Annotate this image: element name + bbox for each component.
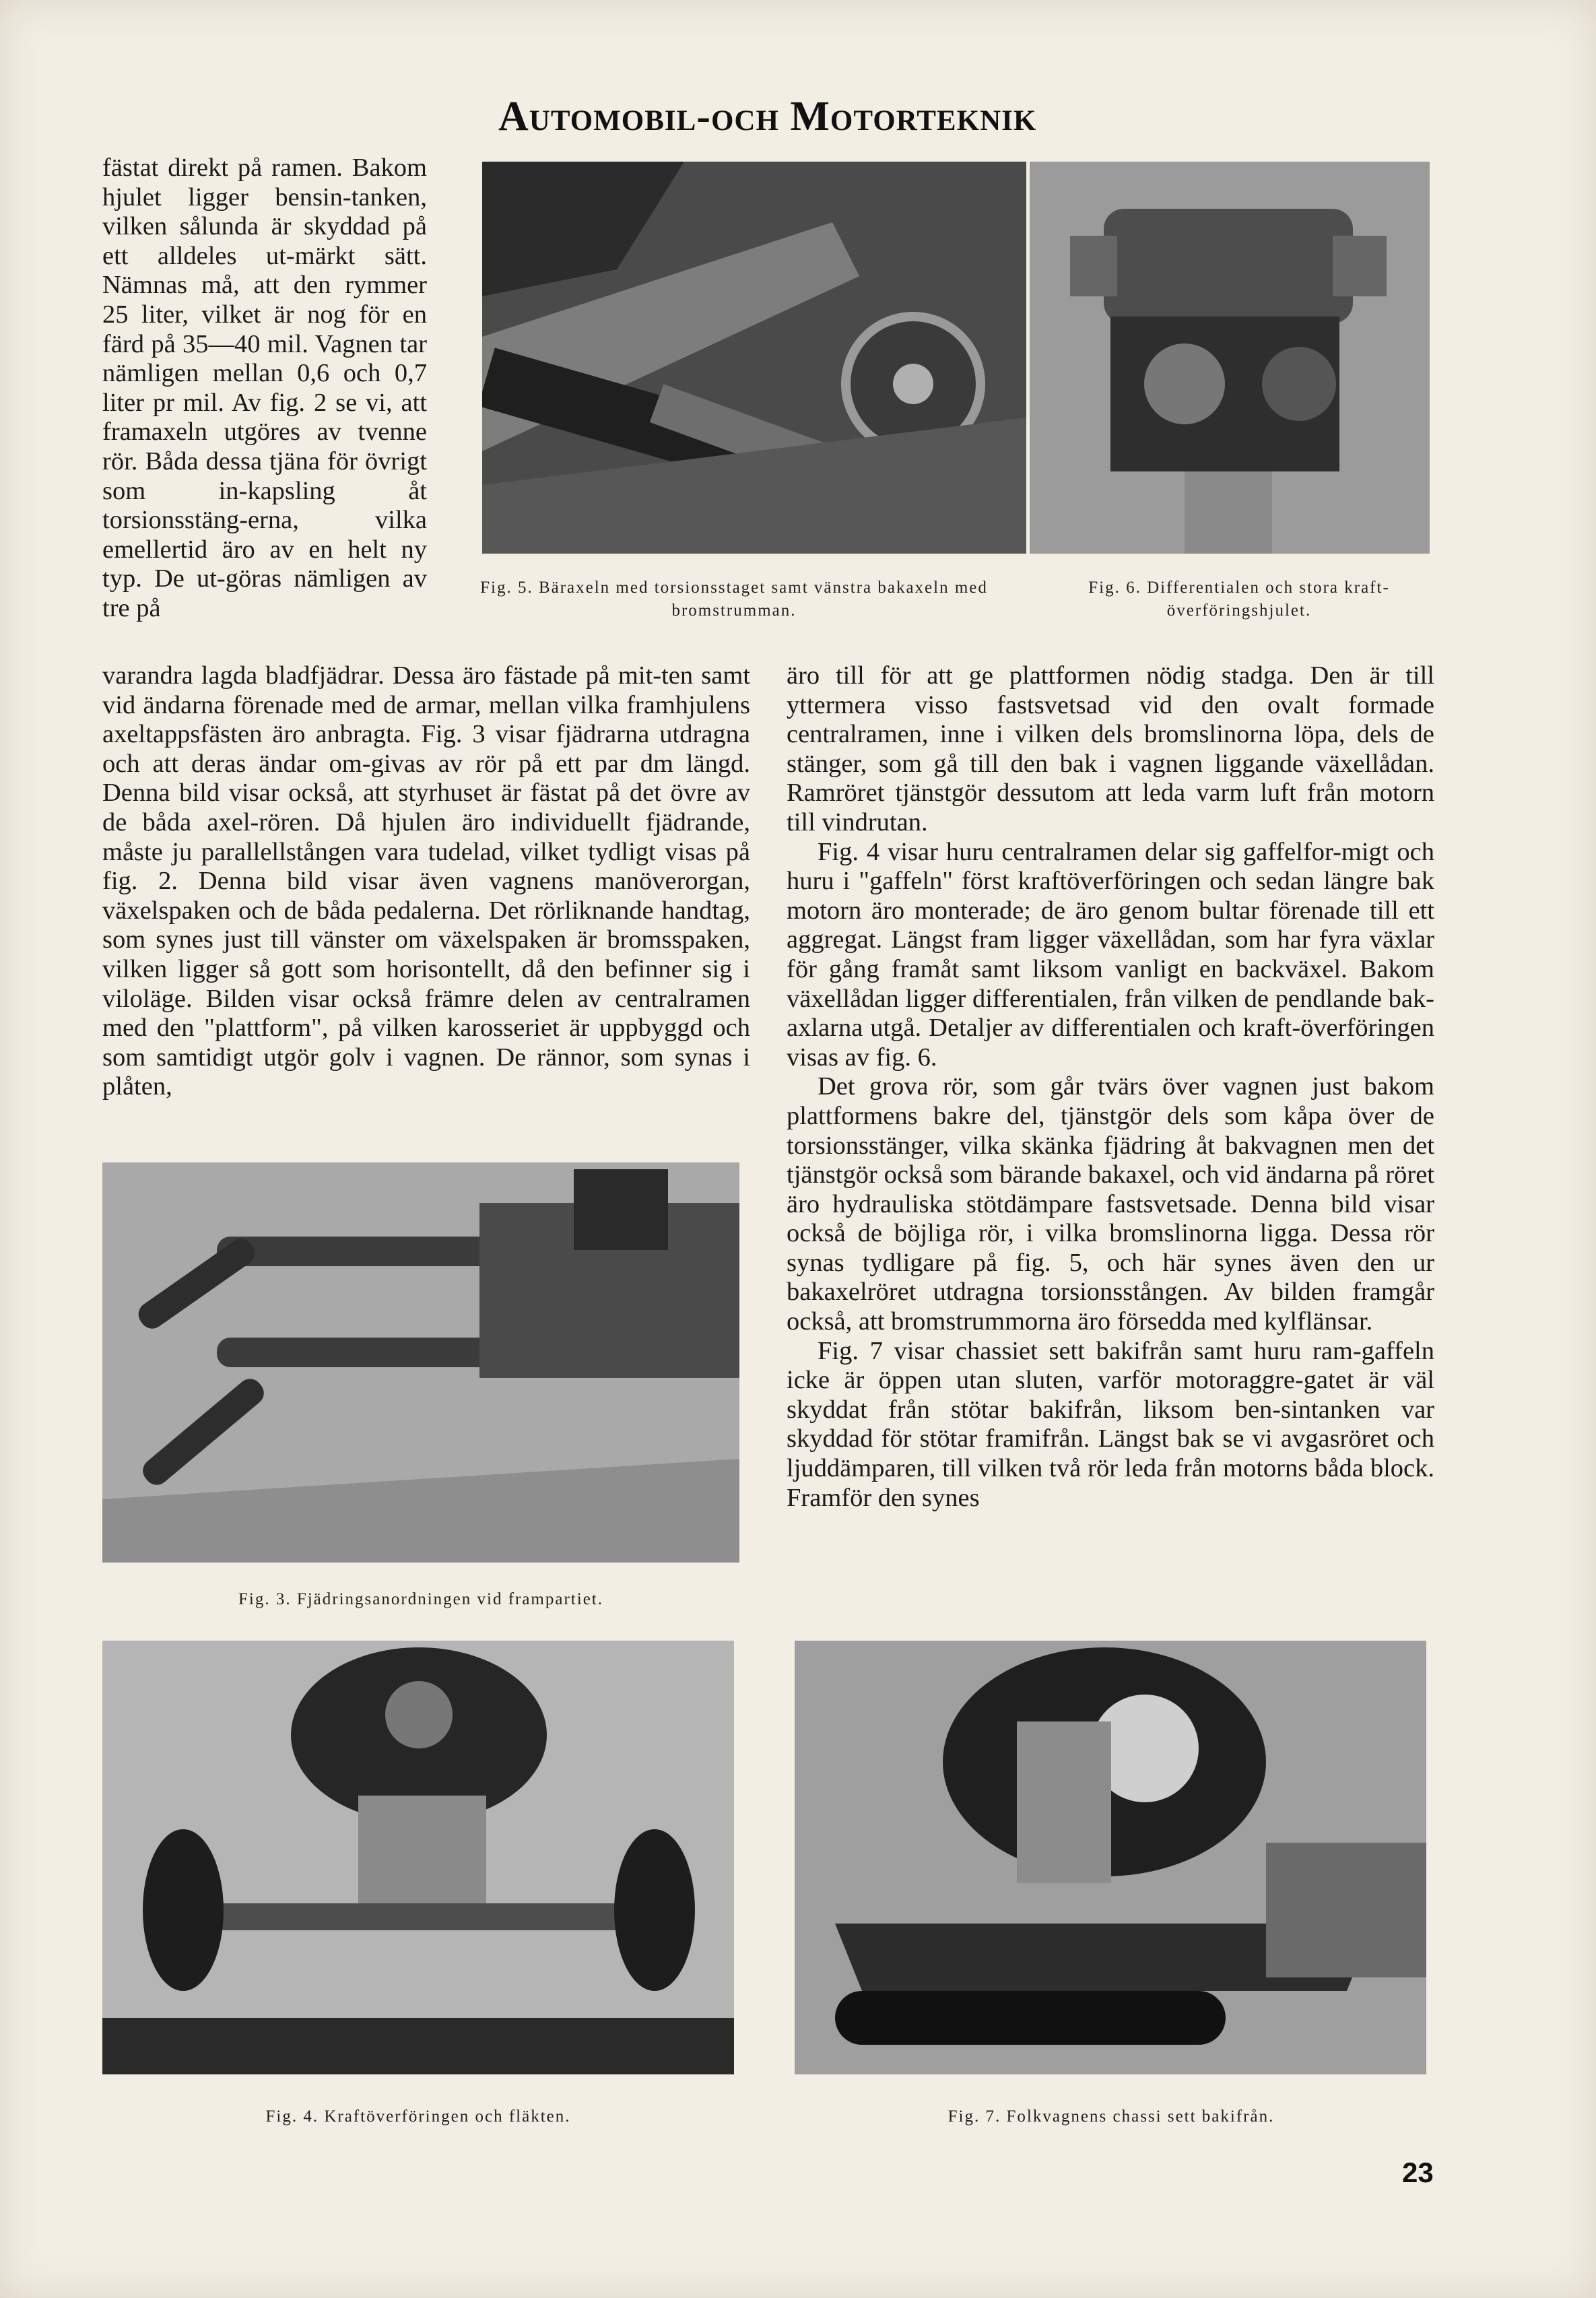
running-header: Automobil-och Motorteknik: [498, 94, 1037, 139]
figure-6-caption: Fig. 6. Differentialen och stora kraft-överföringshjulet.: [1088, 579, 1390, 620]
body-text-right: [787, 661, 1434, 1513]
figure-3-caption: Fig. 3. Fjädringsanordningen vid frampartiet.: [238, 1590, 603, 1608]
figure-6-photo: [1030, 162, 1430, 554]
figure-7-photo: [795, 1641, 1426, 2074]
figure-5-photo: [482, 162, 1026, 554]
paragraph: Fig. 4 visar huru centralramen delar sig gaffelfor-migt och huru i "gaffeln" först kraftöverföringen och sedan längre bak motorn äro monterade; de äro genom bultar förenade till ett aggregat. Längst fram ligger växellådan, som har fyra växlar för gång framåt samt liksom vanligt en backväxel. Bakom växellådan ligger differentialen, från vilken de pendlande bak-axlarna utgå. Detaljer av differentialen och kraft-överföringen visas av fig. 6.: [787, 837, 1434, 1072]
figure-4-photo: [102, 1641, 734, 2074]
figure-4-caption: Fig. 4. Kraftöverföringen och fläkten.: [265, 2107, 571, 2126]
figure-7-caption: Fig. 7. Folkvagnens chassi sett bakifrån.: [947, 2107, 1275, 2126]
paragraph: äro till för att ge plattformen nödig stadga. Den är till yttermera visso fastsvetsad vid den ovalt formade centralramen, inne i vilken dels bromslinorna löpa, dels de stänger, som gå till den bak i vagnen liggande växellådan. Ramröret tjänstgör dessutom att leda varm luft från motorn till vindrutan.: [787, 661, 1434, 836]
page-number: 23: [1402, 2157, 1434, 2188]
figure-3-photo: [102, 1162, 739, 1563]
body-text-left-narrow: fästat direkt på ramen. Bakom hjulet ligger bensin-tanken, vilken sålunda är skyddad på ett alldeles ut-märkt sätt. Nämnas må, att den rymmer 25 liter, vilket är nog för en färd på 35—40 mil. Vagnen tar nämligen mellan 0,6 och 0,7 liter pr mil. Av fig. 2 se vi, att framaxeln utgöres av tvenne rör. Båda dessa tjäna för övrigt som in-kapsling åt torsionsstäng-erna, vilka emellertid äro av en helt ny typ. De ut-göras nämligen av tre på: [102, 154, 427, 622]
paragraph: Fig. 7 visar chassiet sett bakifrån samt huru ram-gaffeln icke är öppen utan sluten, varför motoraggre-gatet är väl skyddat från stötar bakifrån, liksom ben-sintanken var skyddad för stötar framifrån. Längst bak se vi avgasröret och ljuddämparen, till vilken två rör leda från motorns båda block. Framför den synes: [787, 1336, 1434, 1512]
figure-5-caption: Fig. 5. Bäraxeln med torsionsstaget samt vänstra bakaxeln med bromstrumman.: [480, 579, 988, 620]
body-text-left-wide: varandra lagda bladfjädrar. Dessa äro fästade på mit-ten samt vid ändarna förenade med de armar, mellan vilka framhjulens axeltappsfästen äro anbragta. Fig. 3 visar fjädrarna utdragna och att deras ändar om-givas av rör på ett par dm längd. Denna bild visar också, att styrhuset är fästat på det övre av de båda axel-rören. Då hjulen äro individuellt fjädrande, måste ju parallellstången vara tudelad, vilket tydligt visas på fig. 2. Denna bild visar även vagnens manöverorgan, växelspaken och de båda pedalerna. Det rörliknande handtag, som synes just till vänster om växelspaken är bromsspaken, vilken ligger så gott som horisontellt, då den befinner sig i viloläge. Bilden visar också främre delen av centralramen med den "plattform", på vilken karosseriet är uppbyggd och som samtidigt utgör golv i vagnen. De rännor, som synas i plåten,: [102, 661, 750, 1101]
paragraph: Det grova rör, som går tvärs över vagnen just bakom plattformens bakre del, tjänstgör dels som kåpa över de torsionsstänger, vilka skänka fjädring åt bakvagnen men det tjänstgör också som bärande bakaxel, och vid ändarna på röret äro hydrauliska stötdämpare fastsvetsade. Denna bild visar också de böjliga rör, i vilka bromslinorna ligga. Dessa rör synas tydligare på fig. 5, och här synes även den ur bakaxelröret utdragna torsionsstången. Av bilden framgår också, att bromstrummorna äro försedda med kylflänsar.: [787, 1072, 1434, 1336]
